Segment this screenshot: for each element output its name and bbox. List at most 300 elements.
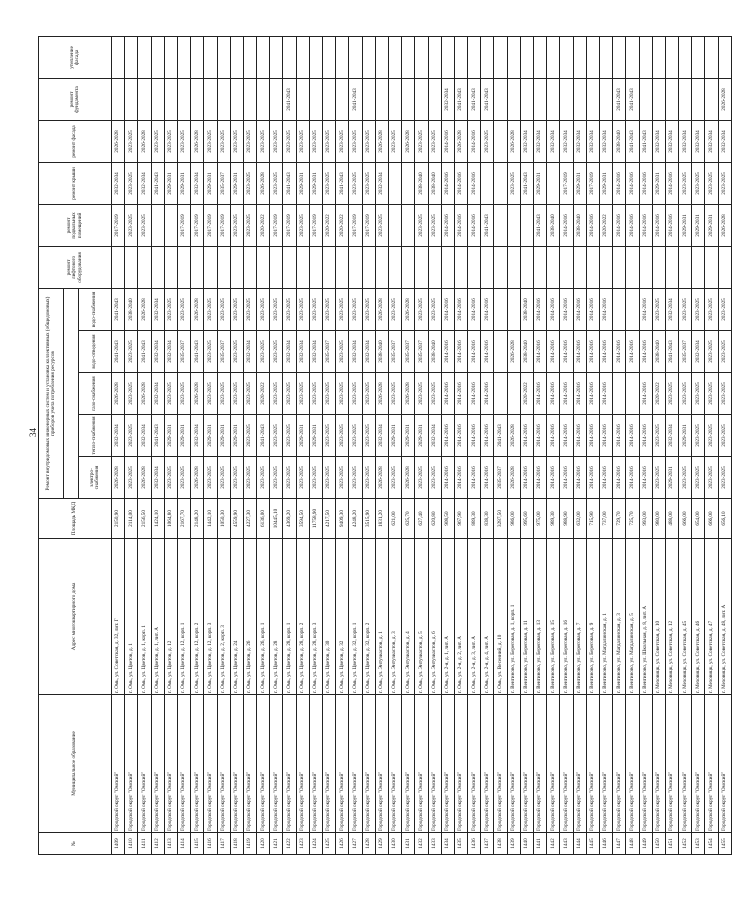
- table-cell: [362, 246, 375, 288]
- table-cell: 2014-2016: [613, 331, 626, 373]
- table-cell: 2023-2025: [323, 120, 336, 162]
- table-cell: г. Омь, ул. 2-я, д. 1, лит. А: [441, 539, 454, 695]
- table-cell: 2014-2016: [520, 415, 533, 457]
- table-cell: 10445,10: [270, 499, 283, 539]
- table-cell: [626, 373, 639, 415]
- table-cell: [323, 36, 336, 78]
- table-cell: 2032-2034: [534, 120, 547, 162]
- table-cell: 2020-2022: [257, 204, 270, 246]
- table-row: [177, 36, 190, 854]
- table-cell: 2029-2031: [665, 457, 678, 499]
- table-cell: 2029-2031: [217, 415, 230, 457]
- table-cell: Городской округ "Омский": [349, 695, 362, 833]
- table-cell: [349, 246, 362, 288]
- table-row: [454, 36, 467, 854]
- table-cell: 2023-2025: [362, 120, 375, 162]
- table-cell: 2029-2031: [705, 204, 718, 246]
- table-cell: [679, 78, 692, 120]
- table-cell: 2023-2025: [230, 204, 243, 246]
- header-basement: ремонт подвальных помещений: [39, 204, 112, 246]
- table-cell: 2014-2016: [454, 415, 467, 457]
- table-cell: 2029-2031: [164, 415, 177, 457]
- table-cell: Городской округ "Омский": [415, 695, 428, 833]
- table-cell: 2014-2016: [468, 373, 481, 415]
- table-row: [613, 36, 626, 854]
- table-cell: [547, 78, 560, 120]
- table-cell: 2038-2040: [428, 331, 441, 373]
- table-cell: 2023-2025: [349, 457, 362, 499]
- table-cell: 2023-2025: [138, 204, 151, 246]
- table-cell: Городской округ "Омский": [652, 695, 665, 833]
- table-cell: 2023-2025: [705, 288, 718, 330]
- table-cell: 1454: [705, 833, 718, 855]
- table-cell: Городской округ "Омский": [705, 695, 718, 833]
- table-cell: 2038-2040: [652, 331, 665, 373]
- table-cell: 2023-2025: [243, 162, 256, 204]
- table-cell: 2032-2034: [283, 331, 296, 373]
- table-cell: [520, 78, 533, 120]
- table-cell: 2041-2043: [613, 78, 626, 120]
- table-cell: Городской округ "Омский": [230, 695, 243, 833]
- table-cell: [599, 246, 612, 288]
- table-cell: 2023-2025: [362, 415, 375, 457]
- table-cell: 967,90: [454, 499, 467, 539]
- table-cell: 2014-2016: [586, 331, 599, 373]
- table-cell: 1434: [441, 833, 454, 855]
- table-cell: [547, 36, 560, 78]
- table-row: [191, 36, 204, 854]
- table-cell: 620,80: [428, 499, 441, 539]
- table-cell: 2029-2031: [679, 415, 692, 457]
- table-row: [164, 36, 177, 854]
- table-cell: 2032-2034: [151, 288, 164, 330]
- table-cell: г. Омь, ул. Цветов, д. 12, корп. 1: [177, 539, 190, 695]
- table-cell: [428, 36, 441, 78]
- table-cell: 2032-2034: [151, 457, 164, 499]
- table-cell: 1441: [534, 833, 547, 855]
- table-cell: 2017-2019: [177, 204, 190, 246]
- table-cell: г. Омь, ул. 2-я, д. 2, лит. А: [454, 539, 467, 695]
- table-cell: [547, 162, 560, 204]
- table-cell: [336, 36, 349, 78]
- table-cell: 2029-2031: [573, 162, 586, 204]
- table-cell: г. Омь, ул. Цветов, д. 12, корп. 3: [204, 539, 217, 695]
- table-cell: 2023-2025: [283, 120, 296, 162]
- table-cell: 2026-2028: [138, 373, 151, 415]
- header-elevator: ремонт лифтового оборудования: [39, 246, 112, 288]
- table-cell: 2038-2040: [428, 162, 441, 204]
- table-cell: 2029-2031: [230, 162, 243, 204]
- header-heat: тепло-снабжения: [79, 415, 112, 457]
- table-cell: 2014-2016: [454, 288, 467, 330]
- table-cell: 2023-2025: [652, 415, 665, 457]
- table-cell: 2026-2028: [191, 373, 204, 415]
- table-cell: 2029-2031: [309, 162, 322, 204]
- table-cell: 2026-2028: [112, 373, 125, 415]
- table-cell: 2014-2016: [586, 457, 599, 499]
- table-cell: 2035-2037: [494, 457, 507, 499]
- table-cell: г. Омь, ул. Цветов, д. 28: [270, 539, 283, 695]
- table-cell: 2032-2034: [243, 331, 256, 373]
- table-cell: 9409,30: [336, 499, 349, 539]
- table-row: [718, 36, 731, 854]
- table-cell: 2014-2016: [560, 457, 573, 499]
- table-cell: 729,70: [613, 499, 626, 539]
- table-cell: 2032-2034: [375, 415, 388, 457]
- table-cell: 2041-2043: [283, 78, 296, 120]
- table-cell: 2035-2037: [217, 162, 230, 204]
- table-cell: 2023-2025: [125, 162, 138, 204]
- table-cell: [494, 36, 507, 78]
- table-cell: [520, 36, 533, 78]
- table-cell: 2038-2040: [125, 288, 138, 330]
- table-cell: [599, 78, 612, 120]
- table-cell: 2032-2034: [586, 120, 599, 162]
- table-cell: 2167,70: [177, 499, 190, 539]
- table-cell: 1424: [309, 833, 322, 855]
- table-cell: Городской округ "Омский": [283, 695, 296, 833]
- table-cell: 2041-2043: [112, 331, 125, 373]
- table-cell: 2023-2025: [336, 373, 349, 415]
- table-cell: [296, 36, 309, 78]
- table-cell: Городской округ "Омский": [626, 695, 639, 833]
- table-cell: г. Омь, ул. Цветов, д. 28, корп. 2: [296, 539, 309, 695]
- table-row: [375, 36, 388, 854]
- table-cell: 2014-2016: [481, 415, 494, 457]
- table-cell: 2017-2019: [191, 204, 204, 246]
- table-cell: Городской округ "Омский": [125, 695, 138, 833]
- table-cell: [204, 246, 217, 288]
- table-cell: [468, 246, 481, 288]
- header-electricity: электро-снабжения: [79, 457, 112, 499]
- table-row: [283, 36, 296, 854]
- table-cell: Городской округ "Омский": [468, 695, 481, 833]
- table-cell: [309, 78, 322, 120]
- table-cell: 2023-2025: [679, 457, 692, 499]
- table-cell: г. Омь, ул. Цветов, д. 12: [164, 539, 177, 695]
- table-cell: 993,00: [639, 499, 652, 539]
- table-cell: Городской округ "Омский": [665, 695, 678, 833]
- table-cell: 980,00: [652, 499, 665, 539]
- table-cell: 3287,50: [494, 499, 507, 539]
- table-cell: 2023-2025: [362, 162, 375, 204]
- table-cell: г. Омь, ул. 2-я, д. 3, лит. А: [468, 539, 481, 695]
- table-cell: 2029-2031: [679, 204, 692, 246]
- table-cell: 2035-2037: [217, 331, 230, 373]
- table-cell: 1411: [138, 833, 151, 855]
- table-cell: 1451: [665, 833, 678, 855]
- table-cell: 2023-2025: [243, 415, 256, 457]
- table-cell: [428, 246, 441, 288]
- table-cell: г. Венгиново, ул. Береговая, д. 11: [520, 539, 533, 695]
- table-cell: 2035-2037: [388, 331, 401, 373]
- table-cell: 2014-2016: [560, 288, 573, 330]
- table-cell: г. Омь, ул. Весенний, д. 10: [494, 539, 507, 695]
- table-cell: 2014-2016: [586, 415, 599, 457]
- table-cell: 2023-2025: [243, 204, 256, 246]
- table-cell: 2032-2034: [349, 331, 362, 373]
- table-cell: [692, 246, 705, 288]
- header-gas: газо-снабжения: [79, 373, 112, 415]
- table-cell: 737,00: [599, 499, 612, 539]
- table-cell: 2014-2016: [652, 204, 665, 246]
- table-cell: 1429: [375, 833, 388, 855]
- table-cell: [468, 36, 481, 78]
- table-cell: [388, 162, 401, 204]
- table-cell: 2014-2016: [613, 457, 626, 499]
- table-cell: 2023-2025: [323, 288, 336, 330]
- table-row: [402, 36, 415, 854]
- table-cell: Городской округ "Омский": [534, 695, 547, 833]
- table-cell: 2026-2028: [718, 78, 731, 120]
- table-cell: 2014-2016: [639, 204, 652, 246]
- table-row: [336, 36, 349, 854]
- table-cell: 2023-2025: [309, 120, 322, 162]
- table-cell: 1416: [204, 833, 217, 855]
- table-cell: [230, 78, 243, 120]
- table-cell: [679, 36, 692, 78]
- table-cell: 2032-2034: [679, 120, 692, 162]
- table-cell: Городской округ "Омский": [599, 695, 612, 833]
- table-cell: [494, 373, 507, 415]
- table-cell: [494, 204, 507, 246]
- table-cell: [665, 36, 678, 78]
- table-cell: Городской округ "Омский": [112, 695, 125, 833]
- table-cell: 1449: [639, 833, 652, 855]
- table-row: [217, 36, 230, 854]
- header-systems-group: Ремонт внутридомовых инженерных систем и установка коллективных (общедомовых) приборов учета потребления ресурсов: [39, 288, 64, 498]
- table-cell: 1423: [296, 833, 309, 855]
- table-cell: 2026-2028: [112, 457, 125, 499]
- table-cell: [626, 246, 639, 288]
- table-cell: [599, 36, 612, 78]
- table-cell: 2014-2016: [573, 288, 586, 330]
- table-cell: 2014-2016: [626, 457, 639, 499]
- table-cell: 2023-2025: [415, 373, 428, 415]
- table-cell: 2014-2016: [468, 415, 481, 457]
- table-cell: г. Венгиново, ул. Береговая, д. 16: [560, 539, 573, 695]
- table-cell: 666,00: [679, 499, 692, 539]
- table-cell: г. Омь, ул. Цветов, д. 2, корп. 3: [217, 539, 230, 695]
- table-cell: [507, 36, 520, 78]
- table-cell: [441, 246, 454, 288]
- table-cell: [679, 246, 692, 288]
- table-cell: г. Омь, ул. 2-я, д. 4, лит. А: [481, 539, 494, 695]
- table-cell: [613, 373, 626, 415]
- table-cell: 1415: [191, 833, 204, 855]
- table-cell: [454, 36, 467, 78]
- table-cell: 2032-2034: [151, 331, 164, 373]
- table-cell: 2023-2025: [270, 457, 283, 499]
- header-address: Адрес многоквартирного дома: [39, 539, 112, 695]
- table-cell: 2023-2025: [718, 457, 731, 499]
- table-cell: 654,00: [692, 499, 705, 539]
- table-cell: 2023-2025: [336, 331, 349, 373]
- table-cell: 2029-2031: [204, 162, 217, 204]
- table-cell: [507, 204, 520, 246]
- table-row: [599, 36, 612, 854]
- table-cell: 6136,00: [257, 499, 270, 539]
- table-cell: 1447: [613, 833, 626, 855]
- table-cell: 2023-2025: [270, 331, 283, 373]
- table-cell: 2017-2019: [283, 204, 296, 246]
- table-cell: 666,00: [705, 499, 718, 539]
- table-row: [151, 36, 164, 854]
- table-cell: [164, 204, 177, 246]
- table-cell: 1425: [323, 833, 336, 855]
- table-cell: 2023-2025: [257, 288, 270, 330]
- table-cell: 2014-2016: [534, 331, 547, 373]
- table-cell: 2023-2025: [164, 373, 177, 415]
- table-cell: [586, 246, 599, 288]
- table-cell: 2014-2016: [441, 415, 454, 457]
- table-row: [309, 36, 322, 854]
- table-row: [388, 36, 401, 854]
- table-cell: Городской округ "Омский": [692, 695, 705, 833]
- table-cell: 2014-2016: [547, 373, 560, 415]
- table-cell: 2041-2043: [665, 331, 678, 373]
- table-cell: 1443: [560, 833, 573, 855]
- table-cell: [573, 246, 586, 288]
- table-cell: [125, 246, 138, 288]
- table-cell: г. Омь, ул. Энтузиастов, д. 3: [388, 539, 401, 695]
- table-cell: [652, 246, 665, 288]
- table-cell: г. Омь, ул. Цветов, д. 32, корп. 2: [362, 539, 375, 695]
- table-cell: г. Венгиново, ул. Береговая, д. 15: [547, 539, 560, 695]
- table-cell: г. Омь, ул. Цветов, д. 26, корп. 1: [257, 539, 270, 695]
- table-cell: 2038-2040: [520, 288, 533, 330]
- table-row: [243, 36, 256, 854]
- table-cell: 2023-2025: [718, 288, 731, 330]
- table-cell: 2023-2025: [257, 457, 270, 499]
- table-cell: 2023-2025: [679, 162, 692, 204]
- table-cell: 2017-2019: [270, 204, 283, 246]
- table-cell: 625,70: [402, 499, 415, 539]
- table-cell: 2014-2016: [441, 204, 454, 246]
- table-cell: 2023-2025: [428, 288, 441, 330]
- table-cell: [560, 246, 573, 288]
- table-row: [494, 36, 507, 854]
- table-cell: 2023-2025: [151, 120, 164, 162]
- table-cell: 2017-2019: [586, 162, 599, 204]
- table-cell: 2017-2019: [112, 204, 125, 246]
- table-cell: 2014-2016: [547, 457, 560, 499]
- table-cell: 2023-2025: [336, 288, 349, 330]
- page-number: 34: [28, 428, 38, 437]
- table-row: [204, 36, 217, 854]
- table-cell: [507, 246, 520, 288]
- table-cell: 2023-2025: [164, 120, 177, 162]
- table-cell: 2023-2025: [507, 162, 520, 204]
- table-cell: г. Омь, ул. Цветов, д. 32: [336, 539, 349, 695]
- table-cell: 889,30: [468, 499, 481, 539]
- table-cell: 2023-2025: [125, 120, 138, 162]
- table-cell: Городской округ "Омский": [481, 695, 494, 833]
- table-cell: 2026-2028: [507, 331, 520, 373]
- table-cell: [586, 78, 599, 120]
- table-cell: [613, 36, 626, 78]
- table-cell: 2032-2034: [191, 162, 204, 204]
- table-cell: 2023-2025: [705, 331, 718, 373]
- table-cell: 2032-2034: [362, 331, 375, 373]
- table-cell: 2023-2025: [296, 120, 309, 162]
- table-cell: [718, 36, 731, 78]
- table-row: [125, 36, 138, 854]
- table-cell: [112, 246, 125, 288]
- table-cell: 2023-2025: [349, 162, 362, 204]
- table-cell: Городской округ "Омский": [323, 695, 336, 833]
- table-cell: 2026-2028: [507, 415, 520, 457]
- table-cell: 1437: [481, 833, 494, 855]
- table-cell: 2014-2016: [639, 331, 652, 373]
- table-cell: [705, 246, 718, 288]
- table-cell: 908,50: [441, 499, 454, 539]
- table-cell: 2032-2034: [692, 331, 705, 373]
- table-cell: 2023-2025: [164, 288, 177, 330]
- table-cell: 2014-2016: [573, 415, 586, 457]
- table-cell: г. Венгиново, ул. Береговая, д. 13: [534, 539, 547, 695]
- table-cell: 1417: [217, 833, 230, 855]
- table-cell: г. Меховицк, ул. Советская, д. 10: [652, 539, 665, 695]
- table-cell: [164, 78, 177, 120]
- table-cell: Городской округ "Омский": [718, 695, 731, 833]
- table-cell: г. Омь, ул. Энтузиастов, д. 5: [415, 539, 428, 695]
- table-cell: [534, 36, 547, 78]
- table-cell: 2038-2040: [613, 120, 626, 162]
- table-cell: 2023-2025: [125, 457, 138, 499]
- table-row: [112, 36, 125, 854]
- table-cell: 2014-2016: [547, 331, 560, 373]
- table-cell: 2026-2028: [191, 120, 204, 162]
- table-cell: 2023-2025: [349, 120, 362, 162]
- table-cell: Городской округ "Омский": [520, 695, 533, 833]
- table-cell: [639, 246, 652, 288]
- table-cell: 2029-2031: [296, 415, 309, 457]
- table-cell: Городской округ "Омский": [639, 695, 652, 833]
- table-cell: 2014-2016: [573, 331, 586, 373]
- table-cell: 2023-2025: [705, 373, 718, 415]
- table-cell: [138, 246, 151, 288]
- table-row: [507, 36, 520, 854]
- table-cell: 2023-2025: [270, 288, 283, 330]
- table-cell: 2023-2025: [388, 120, 401, 162]
- table-cell: 2014-2016: [626, 162, 639, 204]
- table-cell: 2023-2025: [323, 373, 336, 415]
- table-cell: 2023-2025: [415, 457, 428, 499]
- table-cell: 2041-2043: [481, 78, 494, 120]
- header-no: №: [39, 833, 112, 855]
- table-cell: 2029-2031: [415, 415, 428, 457]
- table-cell: 2023-2025: [692, 457, 705, 499]
- table-cell: [125, 78, 138, 120]
- table-cell: 715,90: [586, 499, 599, 539]
- table-cell: 2023-2025: [705, 457, 718, 499]
- table-cell: 2041-2043: [468, 78, 481, 120]
- table-cell: 2023-2025: [243, 120, 256, 162]
- table-cell: 2014-2016: [573, 457, 586, 499]
- table-cell: 1421: [270, 833, 283, 855]
- table-cell: 2023-2025: [217, 373, 230, 415]
- table-cell: [336, 78, 349, 120]
- table-cell: [217, 78, 230, 120]
- table-cell: 2014-2016: [586, 373, 599, 415]
- table-cell: 2020-2022: [652, 373, 665, 415]
- table-cell: 2014-2016: [441, 120, 454, 162]
- table-cell: Городской округ "Омский": [547, 695, 560, 833]
- table-cell: 2023-2025: [217, 288, 230, 330]
- table-cell: 2026-2028: [257, 162, 270, 204]
- table-cell: 2026-2028: [112, 120, 125, 162]
